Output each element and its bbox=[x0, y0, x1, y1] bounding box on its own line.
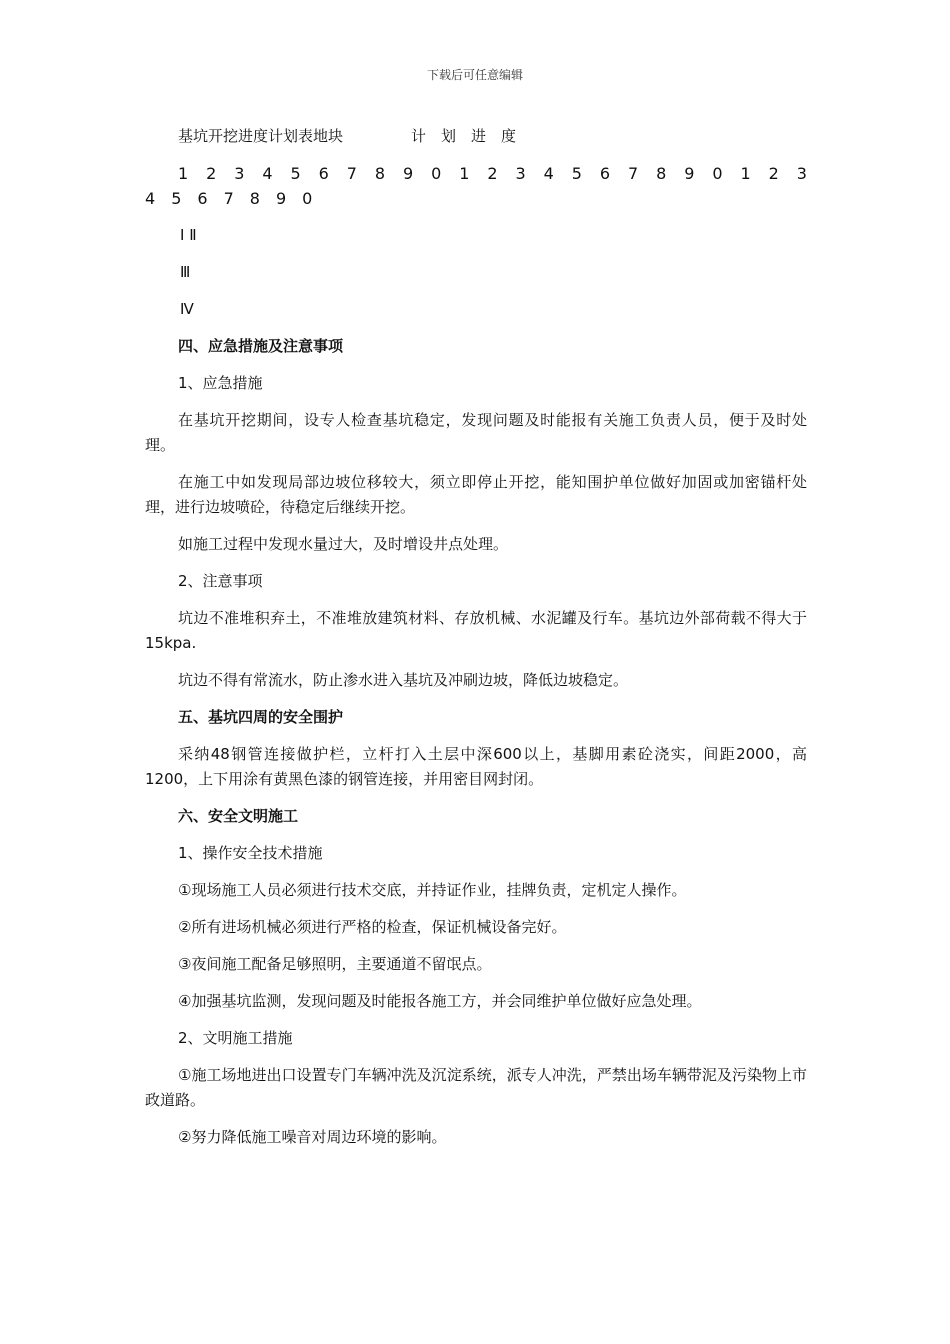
section-4-paragraph-3: 如施工过程中发现水量过大，及时增设井点处理。 bbox=[178, 535, 509, 553]
day-number-row2-1: 4 bbox=[145, 189, 156, 208]
day-number-row1-8: 8 bbox=[374, 164, 386, 183]
schedule-title-left: 基坑开挖进度计划表地块 bbox=[178, 127, 344, 145]
day-number-row1-17: 7 bbox=[628, 164, 639, 183]
day-number-row2-5: 8 bbox=[249, 189, 260, 208]
day-number-row1-7: 7 bbox=[346, 164, 357, 183]
section-4-paragraph-5: 坑边不得有常流水，防止渗水进入基坑及冲刷边坡，降低边坡稳定。 bbox=[178, 671, 629, 689]
day-number-row1-22: 2 bbox=[768, 164, 779, 183]
day-numbers-row-2 bbox=[145, 186, 807, 211]
section-4-paragraph-2: 在施工中如发现局部边坡位移较大，须立即停止开挖，能知围护单位做好加固或加密锚杆处理，进行边坡喷砼，待稳定后继续开挖。 bbox=[145, 473, 807, 516]
day-number-row1-3: 3 bbox=[234, 164, 245, 183]
section-4-paragraph-4: 坑边不准堆积弃土，不准堆放建筑材料、存放机械、水泥罐及行车。基坑边外部荷载不得大于15kpa. bbox=[145, 609, 807, 652]
section-6-item-2: ②所有进场机械必须进行严格的检查，保证机械设备完好。 bbox=[178, 918, 567, 936]
day-number-row2-6: 9 bbox=[275, 189, 287, 208]
section-6-measure-2: ②努力降低施工噪音对周边环境的影响。 bbox=[178, 1128, 447, 1146]
day-number-row1-23: 3 bbox=[796, 164, 807, 183]
day-number-row2-2: 5 bbox=[171, 189, 182, 208]
section-4-sub-1: 1、应急措施 bbox=[178, 374, 263, 392]
day-number-row1-15: 5 bbox=[571, 164, 582, 183]
day-number-row1-13: 3 bbox=[515, 164, 526, 183]
page-header: 下载后可任意编辑 bbox=[426, 68, 523, 82]
day-number-row1-1: 1 bbox=[178, 164, 189, 183]
section-5-heading: 五、基坑四周的安全围护 bbox=[178, 708, 344, 726]
section-6-item-4: ④加强基坑监测，发现问题及时能报各施工方，并会同维护单位做好应急处理。 bbox=[178, 992, 702, 1010]
day-number-row2-3: 6 bbox=[197, 189, 208, 208]
roman-numerals-1-2: Ⅰ Ⅱ bbox=[180, 226, 197, 244]
section-6-measure-1: ①施工场地进出口设置专门车辆冲洗及沉淀系统，派专人冲洗，严禁出场车辆带泥及污染物上市政道路。 bbox=[145, 1066, 807, 1109]
day-number-row1-11: 1 bbox=[459, 164, 470, 183]
document-body bbox=[145, 124, 807, 1162]
section-6-item-3: ③夜间施工配备足够照明，主要通道不留氓点。 bbox=[178, 955, 492, 973]
section-6-sub-2: 2、文明施工措施 bbox=[178, 1029, 293, 1047]
day-number-row2-7: 0 bbox=[302, 189, 313, 208]
section-6-item-1: ①现场施工人员必须进行技术交底，并持证作业，挂牌负责，定机定人操作。 bbox=[178, 881, 687, 899]
schedule-title-right: 计 划 进 度 bbox=[411, 127, 517, 145]
day-number-row1-5: 5 bbox=[290, 164, 301, 183]
section-6-heading: 六、安全文明施工 bbox=[178, 807, 299, 825]
section-4-sub-2: 2、注意事项 bbox=[178, 572, 263, 590]
section-4-heading: 四、应急措施及注意事项 bbox=[178, 337, 344, 355]
day-number-row1-14: 4 bbox=[543, 164, 554, 183]
section-5-paragraph-1: 采纳48钢管连接做护栏，立杆打入土层中深600以上，基脚用素砼浇实，间距2000，高1200，上下用涂有黄黑色漆的钢管连接，并用密目网封闭。 bbox=[145, 745, 807, 788]
day-number-row1-2: 2 bbox=[206, 164, 217, 183]
day-number-row1-4: 4 bbox=[262, 164, 273, 183]
schedule-day-numbers bbox=[145, 161, 807, 211]
schedule-table-title bbox=[145, 124, 807, 149]
day-number-row1-10: 0 bbox=[431, 164, 442, 183]
day-number-row1-20: 0 bbox=[712, 164, 723, 183]
roman-numeral-3: Ⅲ bbox=[180, 263, 191, 281]
day-number-row1-18: 8 bbox=[656, 164, 667, 183]
day-number-row1-12: 2 bbox=[487, 164, 498, 183]
day-number-row1-9: 9 bbox=[403, 164, 414, 183]
day-numbers-row-1 bbox=[145, 161, 807, 186]
day-number-row1-6: 6 bbox=[318, 164, 329, 183]
day-number-row2-4: 7 bbox=[223, 189, 234, 208]
day-number-row1-19: 9 bbox=[684, 164, 695, 183]
day-number-row1-21: 1 bbox=[740, 164, 751, 183]
section-6-sub-1: 1、操作安全技术措施 bbox=[178, 844, 323, 862]
day-number-row1-16: 6 bbox=[599, 164, 611, 183]
roman-numeral-4: Ⅳ bbox=[180, 300, 194, 318]
section-4-paragraph-1: 在基坑开挖期间，设专人检查基坑稳定，发现问题及时能报有关施工负责人员，便于及时处理。 bbox=[145, 411, 807, 454]
